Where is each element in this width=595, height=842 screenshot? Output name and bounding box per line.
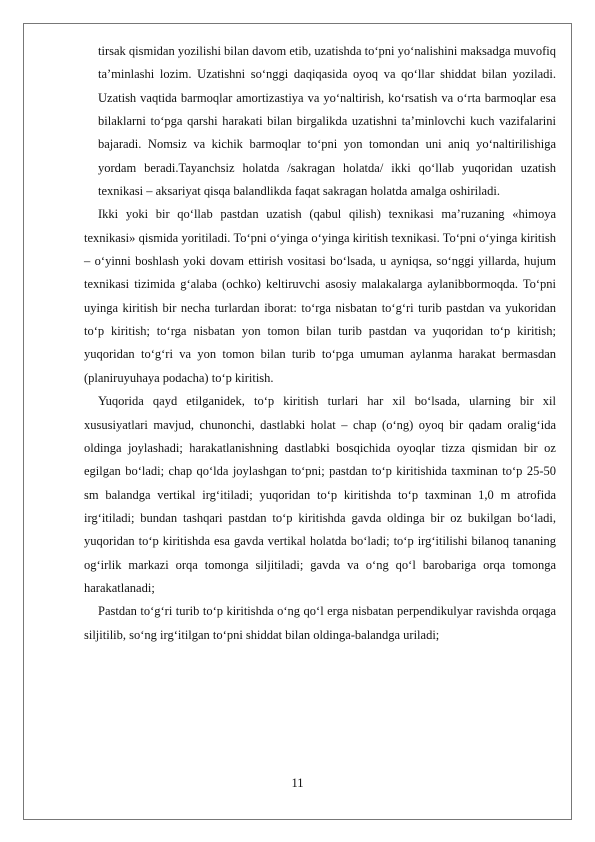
- paragraph-4: Pastdan to‘g‘ri turib to‘p kiritishda o‘ng qo‘l erga nisbatan perpendikulyar ravishda orqaga siljitilib, so‘ng irg‘itilgan to‘pni shiddat bilan oldinga-balandga uriladi;: [84, 604, 556, 642]
- paragraph-3: Yuqorida qayd etilganidek, to‘p kiritish turlari har xil bo‘lsada, ularning bir xil xususiyatlari mavjud, chunonchi, dastlabki holat – chap (o‘ng) oyoq bir qadam oralig‘ida oldinga joylashadi; harakatlanishning dastlabki bosqichida oyoqlar tizza qismidan bir oz egilgan bo‘ladi; chap qo‘lda joylashgan to‘pni; pastdan to‘p kiritishida taxminan to‘p 25-50 sm balandga vertikal irg‘itiladi; yuqoridan to‘p kiritishda to‘p taxminan 1,0 m atrofida irg‘itiladi; bundan tashqari pastdan to‘p kiritishda gavda oldinga bir oz bukilgan bo‘ladi, yuqoridan to‘p kiritishda esa gavda vertikal holatda bo‘ladi; to‘p irg‘itilishi bilanoq tananing og‘irlik markazi orqa tomonga siljitiladi; gavda va o‘ng qo‘l barobariga orqa tomonga harakatlanadi;: [84, 394, 556, 595]
- page-number: 11: [291, 776, 304, 790]
- paragraph-1: tirsak qismidan yozilishi bilan davom etib, uzatishda to‘pni yo‘nalishini maksadga muvofiq ta’minlashi lozim. Uzatishni so‘nggi daqiqasida oyoq va qo‘llar shiddat bilan yoziladi. Uzatish vaqtida barmoqlar amortizastiya va yo‘naltirish, ko‘rsatish va o‘rta barmoqlar esa bilaklarni to‘pga qarshi harakati bilan birgalikda uzatishni ta’minlovchi kuch vazifalarini bajaradi. Nomsiz va kichik barmoqlar to‘pni yon tomondan uni aniq yo‘naltirilishiga yordam beradi.Tayanchsiz holatda /sakragan holatda/ ikki qo‘llab yuqoridan uzatish texnikasi – aksariyat qisqa balandlikda faqat sakragan holatda amalga oshiriladi.: [98, 44, 556, 199]
- paragraph-2: Ikki yoki bir qo‘llab pastdan uzatish (qabul qilish) texnikasi ma’ruzaning «himoya texnikasi» qismida yoritiladi. To‘pni o‘yinga o‘yinga kiritish texnikasi. To‘pni o‘yinga kiritish – o‘yinni boshlash yoki dovam ettirish vositasi bo‘lsada, u ayniqsa, so‘nggi yillarda, hujum texnikasi tizimida g‘alaba (ochko) keltiruvchi asosiy malakalarga aylanibbormoqda. To‘pni uyinga kiritish bir necha turlardan iborat: to‘rga nisbatan to‘g‘ri turib pastdan va yukoridan to‘p kiritish; to‘rga nisbatan yon tomon bilan turib pastdan va yuqoridan to‘p kiritish; yuqoridan to‘g‘ri va yon tomon bilan turib to‘pga umuman aylanma harakat bermasdan (planiruyuhaya podacha) to‘p kiritish.: [84, 207, 556, 385]
- document-body: [84, 40, 556, 647]
